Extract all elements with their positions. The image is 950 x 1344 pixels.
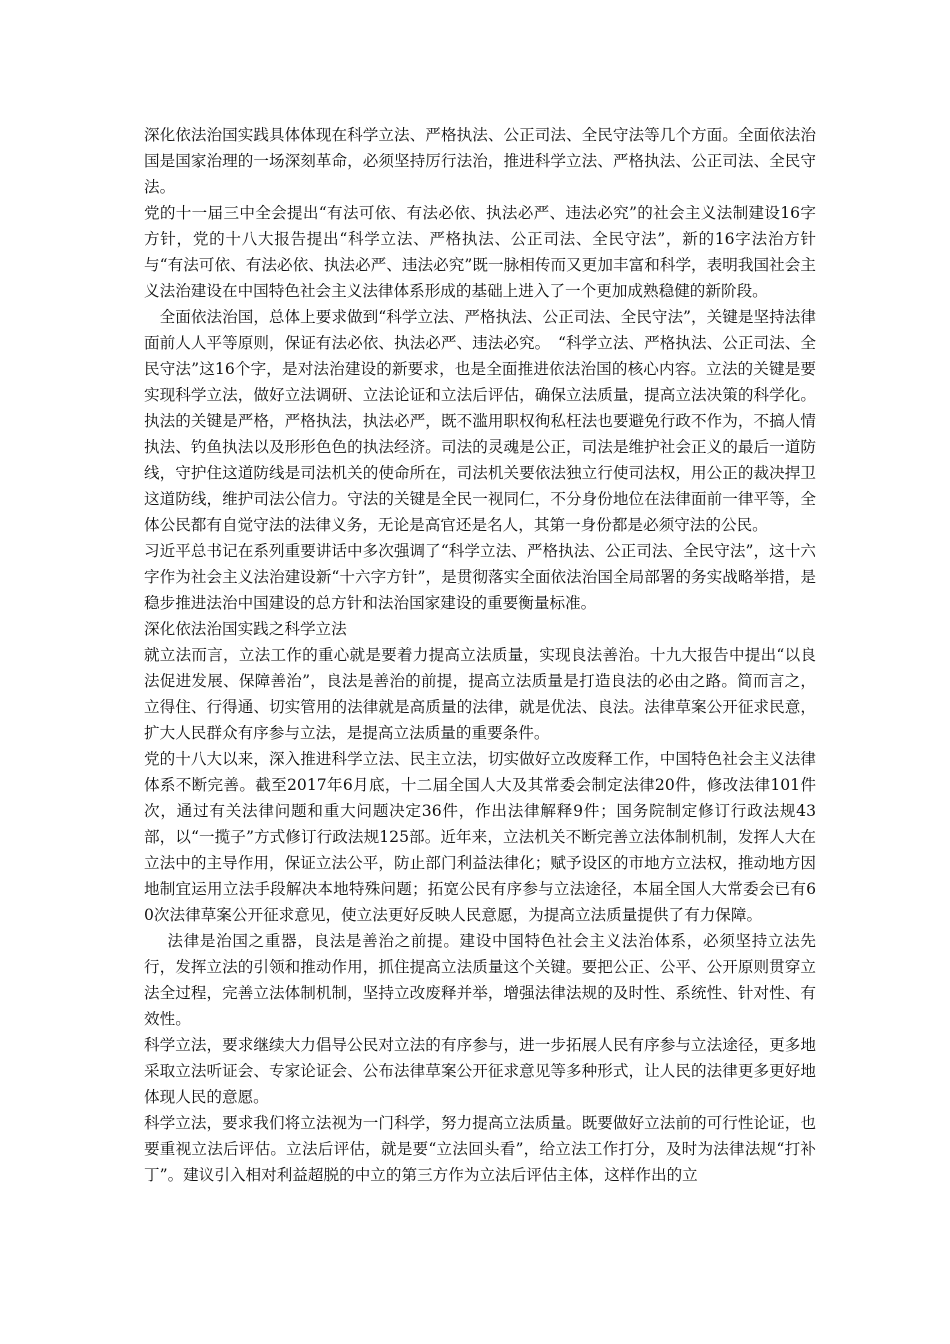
paragraph-public-participation: 科学立法，要求继续大力倡导公民对立法的有序参与，进一步拓展人民有序参与立法途径，更多地采取立法听证会、专家论证会、公布法律草案公开征求意见等多种形式，让人民的法律更多更好地体现人民的意愿。 — [144, 1036, 816, 1106]
document-body — [144, 122, 816, 1188]
paragraph-post-legislation-evaluation: 科学立法，要求我们将立法视为一门科学，努力提高立法质量。既要做好立法前的可行性论证，也要重视立法后评估。立法后评估，就是要“立法回头看”，给立法工作打分，及时为法律法规“打补丁”。建议引入相对利益超脱的中立的第三方作为立法后评估主体，这样作出的立 — [144, 1114, 816, 1184]
paragraph-legislation-quality: 就立法而言，立法工作的重心就是要着力提高立法质量，实现良法善治。十九大报告中提出“以良法促进发展、保障善治”，良法是善治的前提，提高立法质量是打造良法的必由之路。简而言之，立得住、行得通、切实管用的法律就是高质量的法律，就是优法、良法。法律草案公开征求民意，扩大人民群众有序参与立法，是提高立法质量的重要条件。 — [144, 646, 816, 742]
section-heading-scientific-legislation: 深化依法治国实践之科学立法 — [144, 620, 347, 638]
paragraph-comprehensive-rule-of-law: 全面依法治国，总体上要求做到“科学立法、严格执法、公正司法、全民守法”，关键是坚持法律面前人人平等原则，保证有法必依、执法必严、违法必究。 “科学立法、严格执法、公正司法、全民守法”这16个字，是对法治建设的新要求，也是全面推进依法治国的核心内容。立法的关键是要实现科学立法，做好立法调研、立法论证和立法后评估，确保立法质量，提高立法决策的科学化。执法的关键是严格，严格执法，执法必严，既不滥用职权徇私枉法也要避免行政不作为，不搞人情执法、钓鱼执法以及形形色色的执法经济。司法的灵魂是公正，司法是维护社会正义的最后一道防线，守护住这道防线是司法机关的使命所在，司法机关要依法独立行使司法权，用公正的裁决捍卫这道防线，维护司法公信力。守法的关键是全民一视同仁，不分身份地位在法律面前一律平等，全体公民都有自觉守法的法律义务，无论是高官还是名人，其第一身份都是必须守法的公民。 — [144, 308, 816, 534]
paragraph-law-as-instrument: 法律是治国之重器，良法是善治之前提。建设中国特色社会主义法治体系，必须坚持立法先行，发挥立法的引领和推动作用，抓住提高立法质量这个关键。要把公正、公平、公开原则贯穿立法全过程，完善立法体制机制，坚持立改废释并举，增强法律法规的及时性、系统性、针对性、有效性。 — [144, 932, 816, 1028]
paragraph-intro: 深化依法治国实践具体体现在科学立法、严格执法、公正司法、全民守法等几个方面。全面依法治国是国家治理的一场深刻革命，必须坚持厉行法治，推进科学立法、严格执法、公正司法、全民守法。 — [144, 126, 816, 196]
paragraph-legislation-statistics: 党的十八大以来，深入推进科学立法、民主立法，切实做好立改废释工作，中国特色社会主义法律体系不断完善。截至2017年6月底，十二届全国人大及其常委会制定法律20件，修改法律101件次，通过有关法律问题和重大问题决定36件，作出法律解释9件；国务院制定修订行政法规43部，以“一揽子”方式修订行政法规125部。近年来，立法机关不断完善立法体制机制，发挥人大在立法中的主导作用，保证立法公平，防止部门利益法律化；赋予设区的市地方立法权，推动地方因地制宜运用立法手段解决本地特殊问题；拓宽公民有序参与立法途径，本届全国人大常委会已有60次法律草案公开征求意见，使立法更好反映人民意愿，为提高立法质量提供了有力保障。 — [144, 750, 816, 924]
paragraph-xi-speech: 习近平总书记在系列重要讲话中多次强调了“科学立法、严格执法、公正司法、全民守法”，这十六字作为社会主义法治建设新“十六字方针”，是贯彻落实全面依法治国全局部署的务实战略举措，是稳步推进法治中国建设的总方针和法治国家建设的重要衡量标准。 — [144, 542, 816, 612]
paragraph-sixteen-character-policy: 党的十一届三中全会提出“有法可依、有法必依、执法必严、违法必究”的社会主义法制建设16字方针，党的十八大报告提出“科学立法、严格执法、公正司法、全民守法”，新的16字法治方针与“有法可依、有法必依、执法必严、违法必究”既一脉相传而又更加丰富和科学，表明我国社会主义法治建设在中国特色社会主义法律体系形成的基础上进入了一个更加成熟稳健的新阶段。 — [144, 204, 816, 300]
